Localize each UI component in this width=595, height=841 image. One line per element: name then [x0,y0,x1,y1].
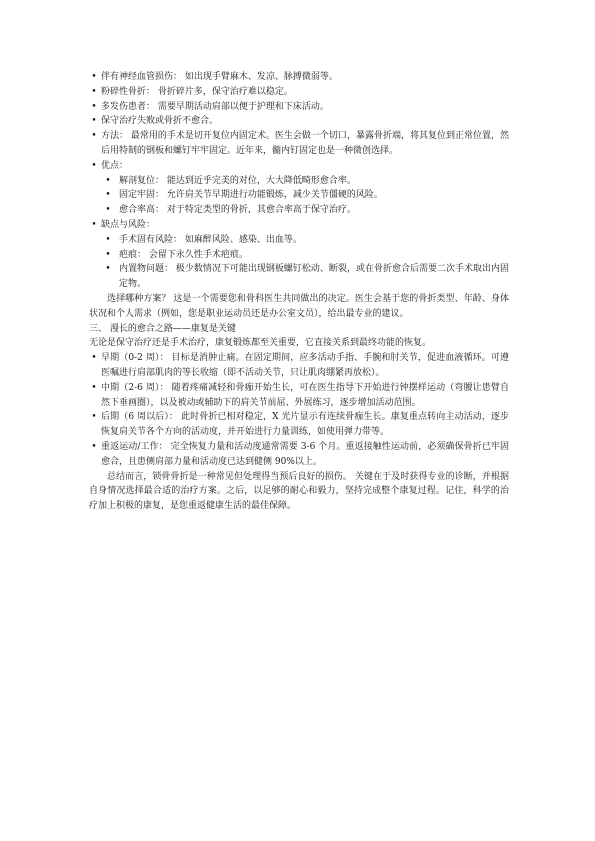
bullet-marker: • [105,175,111,186]
list-item-text: 多发伤患者： 需要早期活动肩部以便于护理和下床活动。 [101,101,329,112]
sub-list-item [89,203,509,218]
bullet-marker: • [105,234,111,245]
bullet-marker: • [91,86,97,97]
bullet-marker: • [91,116,97,127]
bullet-marker: • [91,101,97,112]
list-item [89,381,509,411]
sub-list-item [89,188,509,203]
list-item [89,85,509,100]
bullet-marker: • [91,72,97,82]
list-item-text: 中期（2-6 周）： 随着疼痛减轻和骨痂开始生长，可在医生指导下开始进行钟摆样运动（弯腰让患臂自然下垂画圈），以及被动或辅助下的肩关节前屈、外展练习，逐步增加活动范围。 [101,382,509,408]
list-item-text: 手术固有风险： 如麻醉风险、感染、出血等。 [119,234,302,245]
list-item [89,100,509,115]
list-item-text: 保守治疗失败或骨折不愈合。 [101,116,219,127]
list-item [89,114,509,129]
list-item-text: 方法： 最常用的手术是切开复位内固定术。医生会做一个切口，暴露骨折端，将其复位到正常位置，然后用特制的钢板和螺钉牢牢固定。近年来，髓内钉固定也是一种微创选择。 [101,131,509,156]
list-item [89,159,509,174]
bullet-marker: • [105,190,111,201]
bullet-marker: • [91,131,97,142]
list-item-text: 内置物问题： 极少数情况下可能出现钢板螺钉松动、断裂，或在骨折愈合后需要二次手术取出内固定物。 [119,264,509,290]
bullet-marker: • [105,264,111,275]
sub-list-item [89,262,509,292]
list-item-text: 固定牢固： 允许肩关节早期进行功能锻炼，减少关节僵硬的风险。 [119,190,383,201]
list-item-text: 后期（6 周以后）： 此时骨折已相对稳定，X 光片显示有连续骨痂生长。康复重点转向主动活动，逐步恢复肩关节各个方向的活动度，并开始进行力量训练，如使用弹力带等。 [101,412,509,438]
bullet-marker: • [91,219,97,230]
paragraph: 选择哪种方案？ 这是一个需要您和骨科医生共同做出的决定。医生会基于您的骨折类型、年龄、身体状况和个人需求（例如，您是职业运动员还是办公室文员），给出最专业的建议。 [89,293,509,319]
list-item [89,218,509,233]
list-item [89,440,509,470]
bullet-marker: • [91,353,97,364]
bullet-marker: • [105,205,111,216]
document-page [89,70,509,514]
list-item-text: 早期（0-2 周）： 目标是消肿止痛。在固定期间，应多活动手指、手腕和肘关节，促进血液循环。可遵医嘱进行肩部肌肉的等长收缩（即不活动关节，只让肌肉绷紧再放松）。 [101,353,509,378]
list-item-text: 缺点与风险： [101,219,156,230]
paragraph: 无论是保守治疗还是手术治疗，康复锻炼都至关重要，它直接关系到最终功能的恢复。 [89,338,432,349]
list-item-text: 伴有神经血管损伤： 如出现手臂麻木、发凉、脉搏微弱等。 [101,72,338,82]
bullet-marker: • [91,382,97,393]
bullet-marker: • [91,441,97,452]
section-heading: 三、 漫长的愈合之路——康复是关键 [89,323,236,334]
list-item-text: 疤痕： 会留下永久性手术疤痕。 [119,249,248,260]
list-item-text: 重返运动/工作： 完全恢复力量和活动度通常需要 3-6 个月。重返接触性运动前，必须确保骨折已牢固愈合，且患侧肩部力量和活动度已达到健侧 90%以上。 [101,441,509,467]
list-item-text: 愈合率高： 对于特定类型的骨折，其愈合率高于保守治疗。 [119,205,356,216]
bullet-marker: • [105,249,111,260]
paragraph: 总结而言，锁骨骨折是一种常见但处理得当预后良好的损伤。 关键在于及时获得专业的诊断，并根据自身情况选择最合适的治疗方案。之后，以足够的耐心和毅力，坚持完成整个康复过程。记住，科学的治疗加上积极的康复，是您重返健康生活的最佳保障。 [89,471,509,512]
list-item-text: 解剖复位： 能达到近乎完美的对位，大大降低畸形愈合率。 [119,175,356,186]
list-item [89,70,509,85]
list-item [89,129,509,159]
list-item-text: 粉碎性骨折： 骨折碎片多，保守治疗难以稳定。 [101,86,293,97]
list-item-text: 优点： [101,160,129,171]
bullet-marker: • [91,160,97,171]
sub-list-item [89,174,509,189]
sub-list-item [89,248,509,263]
bullet-marker: • [91,412,97,423]
list-item [89,351,509,381]
list-item [89,410,509,440]
sub-list-item [89,233,509,248]
